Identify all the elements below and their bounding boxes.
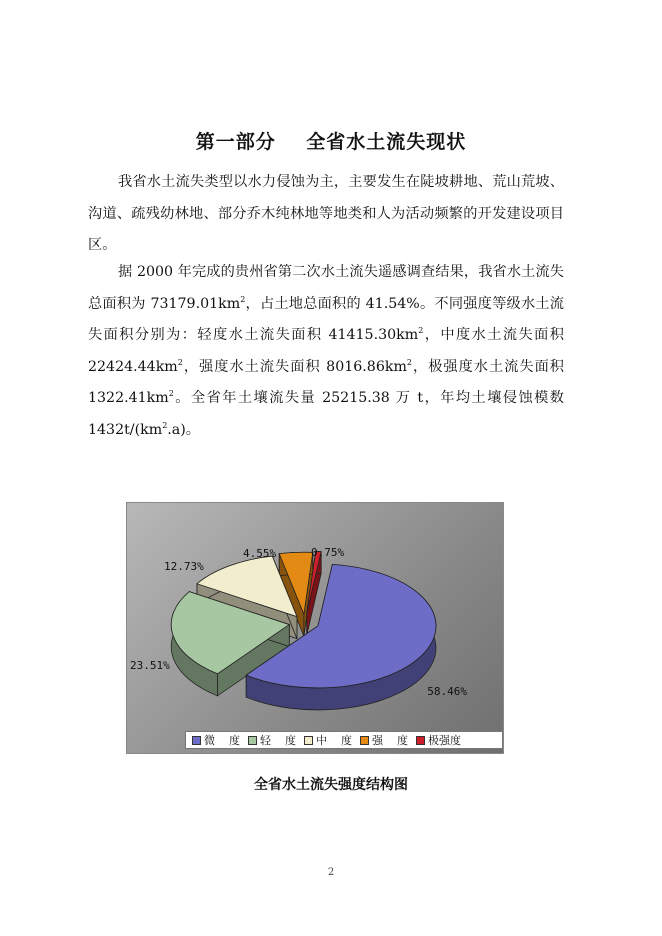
section-heading: 第一部分 全省水土流失现状 (195, 131, 467, 153)
superscript: 2 (406, 357, 412, 367)
superscript: 2 (240, 294, 246, 304)
text-segment: ，极强度水土流失面积 1322.41km (88, 358, 564, 406)
legend-item-4 (416, 732, 461, 748)
slice-label-0: 58.46% (427, 685, 467, 698)
legend-label: 微 度 (204, 734, 240, 747)
superscript: 2 (418, 326, 424, 335)
slice-label-2: 12.73% (164, 560, 204, 573)
legend-swatch (192, 736, 201, 745)
page-number: 2 (327, 867, 335, 878)
legend-swatch (416, 736, 425, 745)
legend-item-3 (360, 732, 408, 748)
superscript: 2 (177, 357, 183, 367)
text-segment: ，强度水土流失面积 8016.86km (182, 358, 407, 375)
figure-caption: 全省水土流失强度结构图 (254, 777, 408, 793)
legend-swatch (248, 736, 257, 745)
pie-chart-canvas (127, 503, 505, 755)
legend-item-2 (304, 732, 352, 748)
legend-item-0 (192, 732, 240, 748)
paragraph-survey-results (88, 257, 564, 446)
text-segment: ，中度水土流失面积 22424.44km (88, 327, 564, 375)
legend-label: 轻 度 (260, 734, 296, 747)
legend-swatch (360, 736, 369, 745)
legend-swatch (304, 736, 313, 745)
legend-label: 中 度 (316, 734, 352, 747)
text-segment: 。全省年土壤流失量 25215.38 万 t，年均土壤侵蚀模数 1432t/(km (88, 390, 564, 438)
text-segment: .a)。 (167, 421, 200, 438)
slice-label-1: 23.51% (130, 659, 170, 672)
text-segment: ，占土地总面积的 41.54%。不同强度等级水土流失面积分别为：轻度水土流失面积 41415.30km (88, 295, 564, 343)
chart-legend (185, 731, 503, 749)
pie-chart (126, 502, 504, 754)
text-segment: 据 2000 年完成的贵州省第二次水土流失遥感调查结果，我省水土流失总面积为 73179.01km (88, 264, 564, 312)
paragraph-erosion-types: 我省水土流失类型以水力侵蚀为主，主要发生在陡坡耕地、荒山荒坡、沟道、疏残幼林地、部分乔木纯林地等地类和人为活动频繁的开发建设项目区。 (88, 174, 564, 253)
legend-label: 强 度 (372, 734, 408, 747)
superscript: 2 (168, 389, 174, 398)
slice-label-4: 0.75% (311, 546, 345, 559)
legend-label: 极强度 (428, 734, 461, 747)
legend-item-1 (248, 732, 296, 748)
superscript: 2 (162, 420, 168, 430)
slice-label-3: 4.55% (243, 547, 277, 560)
